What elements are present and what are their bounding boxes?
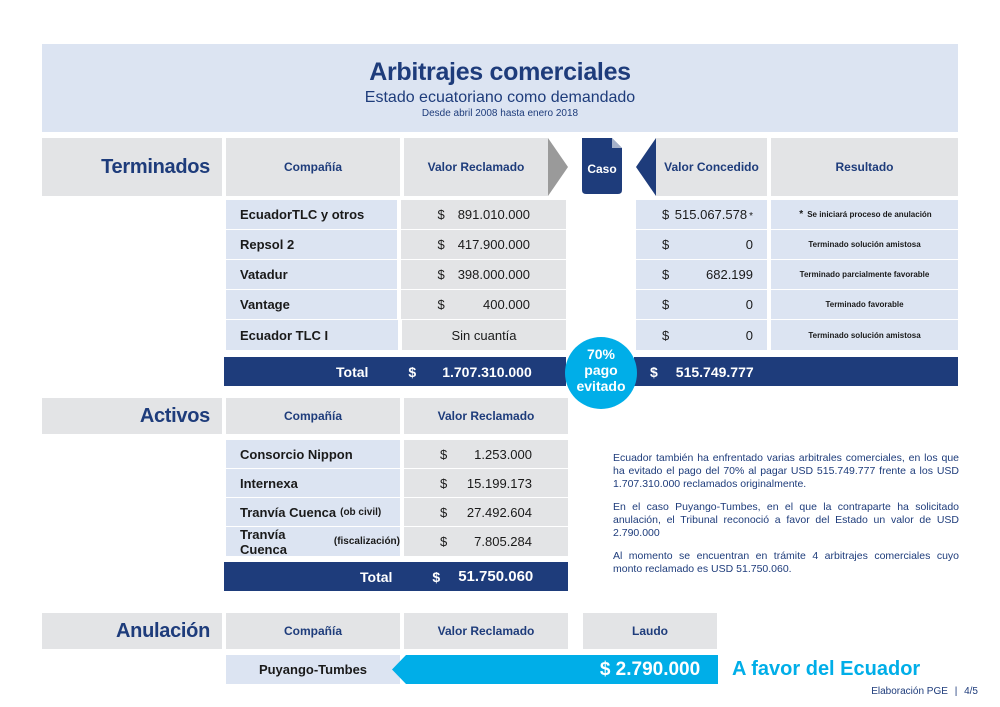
badge-percent: 70% bbox=[586, 346, 616, 362]
claimed-value: $ 400.000 bbox=[401, 290, 566, 319]
claimed-value: $ 891.010.000 bbox=[401, 200, 566, 229]
activos-total-bar bbox=[224, 562, 568, 591]
col-header-company: Compañía bbox=[226, 398, 400, 434]
arrow-right-icon bbox=[548, 138, 568, 196]
company-name: Tranvía Cuenca (fiscalización) bbox=[226, 527, 400, 556]
terminados-granted-total-bar bbox=[634, 357, 958, 386]
section-label-anulacion: Anulación bbox=[42, 613, 222, 649]
header-band bbox=[42, 44, 958, 132]
footer bbox=[871, 686, 978, 697]
granted-value: $ 0 bbox=[636, 290, 767, 319]
company-name: Vatadur bbox=[226, 260, 397, 289]
table-row bbox=[226, 320, 566, 350]
total-label: Total bbox=[360, 568, 393, 585]
total-label: Total bbox=[336, 363, 369, 380]
company-name: Internexa bbox=[226, 469, 400, 497]
col-header-company: Compañía bbox=[226, 138, 400, 196]
result-text: Terminado solución amistosa bbox=[771, 230, 958, 259]
table-row bbox=[636, 200, 958, 230]
result-text: * Se iniciará proceso de anulación bbox=[771, 200, 958, 229]
table-row bbox=[226, 230, 566, 260]
footnote-mark: * bbox=[749, 211, 753, 222]
table-row bbox=[226, 527, 568, 556]
company-name: Repsol 2 bbox=[226, 230, 397, 259]
case-label: Caso bbox=[587, 162, 617, 176]
total-claimed: 1.707.310.000 bbox=[442, 363, 532, 380]
result-text: Terminado solución amistosa bbox=[771, 320, 958, 350]
footer-source: Elaboración PGE bbox=[871, 686, 948, 697]
claimed-value: $ 417.900.000 bbox=[401, 230, 566, 259]
note-paragraph: Al momento se encuentran en trámite 4 arbitrajes comerciales cuyo monto reclamado es USD 51.750.060. bbox=[613, 550, 959, 575]
claimed-value: Sin cuantía bbox=[402, 320, 566, 350]
arrow-left-icon bbox=[636, 138, 656, 196]
section-label-activos: Activos bbox=[42, 398, 222, 434]
badge-line3: evitado bbox=[576, 378, 626, 394]
claimed-value: $ 7.805.284 bbox=[404, 527, 568, 556]
claimed-value: $ 27.492.604 bbox=[404, 498, 568, 526]
footer-page: 4/5 bbox=[964, 686, 978, 697]
table-row bbox=[226, 498, 568, 527]
col-header-result: Resultado bbox=[771, 138, 958, 196]
total-currency: $ bbox=[432, 568, 441, 585]
company-name: Puyango-Tumbes bbox=[226, 655, 400, 684]
page-title: Arbitrajes comerciales bbox=[369, 58, 631, 86]
result-text: Terminado favorable bbox=[771, 290, 958, 319]
page-period: Desde abril 2008 hasta enero 2018 bbox=[421, 108, 579, 119]
col-header-claimed: Valor Reclamado bbox=[404, 138, 548, 196]
granted-value: $ 0 bbox=[636, 230, 767, 259]
col-header-claimed: Valor Reclamado bbox=[404, 398, 568, 434]
table-row bbox=[226, 290, 566, 320]
col-header-company: Compañía bbox=[226, 613, 400, 649]
total-currency: $ bbox=[408, 363, 417, 380]
award-value: $ 2.790.000 bbox=[599, 658, 701, 680]
claimed-value: $ 1.253.000 bbox=[404, 440, 568, 468]
company-name: Tranvía Cuenca (ob civil) bbox=[226, 498, 400, 526]
total-granted: 515.749.777 bbox=[675, 363, 754, 380]
company-name: Consorcio Nippon bbox=[226, 440, 400, 468]
table-row bbox=[636, 260, 958, 290]
footnote-mark: * bbox=[799, 209, 804, 220]
section-label-terminados: Terminados bbox=[42, 138, 222, 196]
col-header-award: Laudo bbox=[583, 613, 717, 649]
total-currency: $ bbox=[650, 363, 658, 380]
claimed-value: $ 15.199.173 bbox=[404, 469, 568, 497]
table-row bbox=[636, 320, 958, 350]
result-text: Terminado parcialmente favorable bbox=[771, 260, 958, 289]
company-name: Ecuador TLC I bbox=[226, 320, 398, 350]
terminados-total-bar bbox=[224, 357, 566, 386]
table-row bbox=[226, 469, 568, 498]
company-name: Vantage bbox=[226, 290, 397, 319]
table-row bbox=[636, 290, 958, 320]
page-subtitle: Estado ecuatoriano como demandado bbox=[364, 89, 636, 106]
total-claimed: 51.750.060 bbox=[458, 568, 534, 585]
terminados-rows-right bbox=[636, 200, 958, 350]
table-row bbox=[226, 440, 568, 469]
terminados-rows-left bbox=[226, 200, 566, 350]
granted-value: $ 682.199 bbox=[636, 260, 767, 289]
company-name: EcuadorTLC y otros bbox=[226, 200, 397, 229]
col-header-claimed: Valor Reclamado bbox=[404, 613, 568, 649]
notes bbox=[613, 452, 959, 576]
pago-evitado-badge bbox=[565, 337, 637, 409]
table-row bbox=[226, 200, 566, 230]
table-row bbox=[636, 230, 958, 260]
note-paragraph: En el caso Puyango-Tumbes, en el que la contraparte ha solicitado anulación, el Tribunal reconoció a favor del Estado un valor de USD 2.790.000 bbox=[613, 501, 959, 539]
col-header-granted: Valor Concedido bbox=[656, 138, 767, 196]
note-paragraph: Ecuador también ha enfrentado varias arbitrales comerciales, en los que ha evitado el pago del 70% al pagar USD 515.749.777 frente a los USD 1.707.310.000 reclamados originalmente. bbox=[613, 452, 959, 490]
table-row bbox=[226, 260, 566, 290]
award-outcome: A favor del Ecuador bbox=[732, 657, 921, 680]
activos-rows bbox=[226, 440, 568, 556]
footer-separator: | bbox=[954, 686, 958, 697]
granted-value: $ 515.067.578 * bbox=[636, 200, 767, 229]
claimed-value: $ 398.000.000 bbox=[401, 260, 566, 289]
badge-line2: pago bbox=[584, 362, 618, 378]
granted-value: $ 0 bbox=[636, 320, 767, 350]
